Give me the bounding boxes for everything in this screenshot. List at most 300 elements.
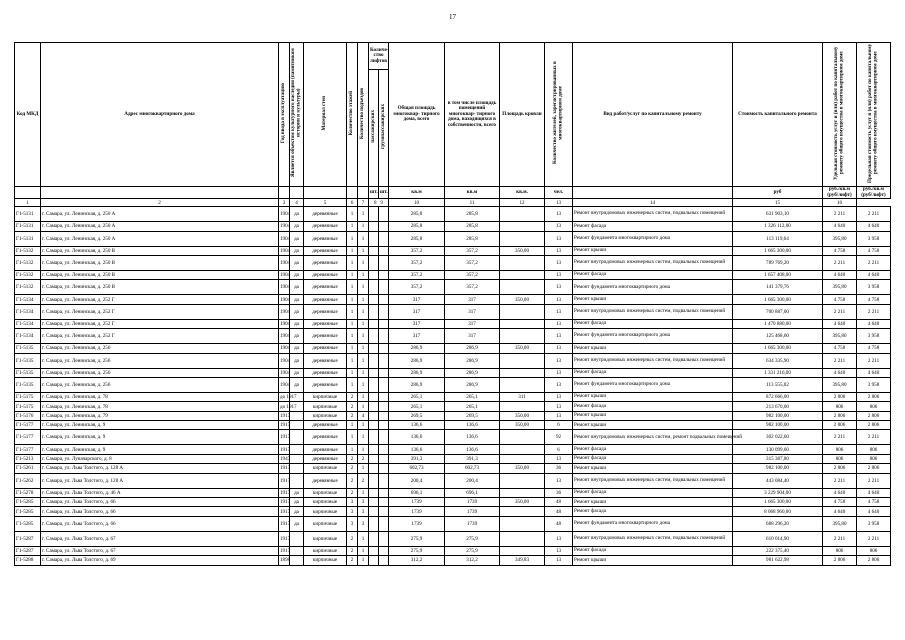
cost-cell: 982 100,00 (733, 464, 823, 473)
year-cell: 1898 (280, 557, 291, 564)
lift-cargo-cell (379, 498, 389, 507)
entrances-cell: 1 (358, 392, 369, 401)
lift-cargo-cell (379, 377, 389, 392)
material-cell: деревянные (304, 421, 347, 430)
lift-passenger-cell (369, 531, 379, 546)
unit-cost-cell: 2 806 (823, 464, 857, 473)
lift-passenger-cell (369, 329, 379, 344)
roof-area-cell (500, 353, 545, 368)
column-number: 13 (545, 199, 573, 207)
lift-cargo-cell (379, 231, 389, 246)
max-unit-cost-cell: 4 640 (857, 488, 891, 497)
material-cell: деревянные (304, 304, 347, 319)
material-cell: деревянные (304, 207, 347, 222)
floors-cell: 1 (347, 445, 358, 454)
lift-passenger-cell (369, 507, 379, 516)
cultural-cell: да (290, 304, 304, 319)
unit-cost-cell: 395,80 (823, 516, 857, 531)
residents-cell: 13 (545, 377, 573, 392)
column-number: 3 (279, 199, 290, 207)
cost-cell: 982 100,00 (733, 411, 823, 420)
total-area-cell: 1739 (389, 507, 445, 516)
residents-cell: 36 (545, 488, 573, 497)
header-wall-material: Материал стен (304, 43, 347, 187)
area-incl-cell: 286,9 (445, 353, 500, 368)
header-total-area: Общая площадь многоквар- тирного дома, всего (389, 43, 445, 187)
total-area-cell: 136,6 (389, 421, 445, 430)
entrances-cell: 1 (358, 270, 369, 279)
max-unit-cost-cell: 3 958 (857, 280, 891, 295)
material-cell: кирпичные (304, 516, 347, 531)
entrances-cell: 2 (358, 454, 369, 463)
work-type-cell: Ремонт крыши (573, 411, 733, 420)
unit-empty (347, 187, 358, 199)
address-cell: г. Самара, ул. Льва Толстого, д. 67 (41, 546, 279, 555)
total-area-cell: 317 (389, 329, 445, 344)
lift-passenger-cell (369, 377, 379, 392)
roof-area-cell: 311 (500, 392, 545, 401)
roof-area-cell (500, 377, 545, 392)
total-area-cell: 317 (389, 304, 445, 319)
year-cell: 1904 (279, 280, 290, 295)
year-cell: 1904 (279, 207, 290, 222)
floors-cell: 1 (347, 319, 358, 328)
address-cell: г. Самара, ул. Льва Толстого, д. 66 (41, 516, 279, 531)
work-type-cell: Ремонт внутридомовых инженерных систем, подвальных помещений (573, 353, 733, 368)
max-unit-cost-cell: 2 211 (857, 255, 891, 270)
year-cell: 1917 (280, 422, 291, 429)
work-type-cell: Ремонт фасада (573, 402, 733, 411)
roof-area-cell (500, 319, 545, 328)
mkd-code-cell: Г1-5132 (15, 280, 41, 295)
work-type-cell: Ремонт фасада (573, 222, 733, 231)
cultural-cell: да (290, 319, 304, 328)
area-incl-cell: 317 (445, 329, 500, 344)
entrances-cell: 2 (358, 473, 369, 488)
material-cell: деревянные (304, 473, 347, 488)
address-cell: г. Самара, ул. Ленинская, д. 256 (41, 344, 279, 353)
material-cell: деревянные (304, 454, 347, 463)
max-unit-cost-cell: 2 806 (857, 392, 891, 401)
unit-cost-cell: 395,80 (823, 377, 857, 392)
entrances-cell: 1 (358, 445, 369, 454)
lift-cargo-cell (379, 270, 389, 279)
unit-cost-cell: 395,80 (823, 231, 857, 246)
cost-cell: 113 555,02 (733, 377, 823, 392)
residents-cell: 13 (545, 402, 573, 411)
lift-passenger-cell (369, 546, 379, 555)
max-unit-cost-cell: 2 211 (857, 473, 891, 488)
year-cell: 1917 (280, 465, 291, 472)
unit-cost-cell: 4 640 (823, 488, 857, 497)
unit-cost-cell: 2 806 (823, 556, 857, 565)
cost-cell: 443 084,40 (733, 473, 823, 488)
mkd-code-cell: Г1-5135 (15, 344, 41, 353)
page-number: 17 (449, 13, 456, 21)
lift-passenger-cell (369, 430, 379, 445)
material-cell: деревянные (304, 255, 347, 270)
max-unit-cost-cell: 4 640 (857, 270, 891, 279)
unit-cost-cell: 2 806 (823, 421, 857, 430)
max-unit-cost-cell: 2 806 (857, 421, 891, 430)
work-type-cell: Ремонт внутридомовых инженерных систем, подвальных помещений (573, 304, 733, 319)
lift-cargo-cell (379, 392, 389, 401)
entrances-cell: 1 (358, 231, 369, 246)
residents-cell: 13 (545, 392, 573, 401)
total-area-cell: 285,8 (389, 207, 445, 222)
roof-area-cell (500, 368, 545, 377)
roof-area-cell: 350,00 (500, 464, 545, 473)
lift-passenger-cell (369, 231, 379, 246)
area-incl-cell: 285,8 (445, 222, 500, 231)
roof-area-cell: 350,00 (500, 246, 545, 255)
total-area-cell: 1739 (389, 516, 445, 531)
cost-cell: 1 326 112,00 (733, 222, 823, 231)
roof-area-cell (500, 546, 545, 555)
mkd-code-cell: Г1-5131 (15, 231, 41, 246)
lift-cargo-cell (379, 368, 389, 377)
work-type-cell: Ремонт фасада (573, 368, 733, 377)
max-unit-cost-cell: 2 211 (857, 531, 891, 546)
table-row (15, 516, 891, 531)
material-cell: кирпичные (304, 531, 347, 546)
entrances-cell: 1 (358, 280, 369, 295)
cost-cell: 141 379,76 (733, 280, 823, 295)
unit-cost-cell: 2 211 (823, 473, 857, 488)
total-area-cell: 357,2 (389, 280, 445, 295)
cultural-cell: да (290, 246, 304, 255)
total-area-cell: 285,8 (389, 231, 445, 246)
header-year: Год ввода в эксплуатацию (279, 43, 290, 187)
total-area-cell: 265,1 (389, 392, 445, 401)
entrances-cell: 1 (358, 402, 369, 411)
material-cell: деревянные (304, 377, 347, 392)
address-cell: г. Самара, ул. Льва Толстого, д. 128 А (41, 464, 279, 473)
max-unit-cost-cell: 4 758 (857, 344, 891, 353)
lift-passenger-cell (369, 402, 379, 411)
total-area-cell: 286,9 (389, 377, 445, 392)
material-cell: деревянные (304, 222, 347, 231)
lift-cargo-cell (379, 319, 389, 328)
area-incl-cell: 357,2 (445, 246, 500, 255)
roof-area-cell: 350,00 (500, 498, 545, 507)
lift-cargo-cell (379, 488, 389, 497)
area-incl-cell: 1739 (445, 516, 500, 531)
address-cell: г. Самара, ул. Ленинская, д. 256 (41, 353, 279, 368)
work-type-cell: Ремонт фасада (573, 445, 733, 454)
cost-cell: 981 622,98 (733, 556, 823, 565)
material-cell: кирпичные (304, 498, 347, 507)
unit-cost-cell: 395,80 (823, 280, 857, 295)
year-cell: 1904 (280, 223, 291, 230)
address-cell: г. Самара, ул. Ленинская, д. 78 (41, 392, 279, 401)
total-area-cell: 1739 (389, 498, 445, 507)
area-incl-cell: 269,5 (445, 411, 500, 420)
total-area-cell: 391,3 (389, 454, 445, 463)
max-unit-cost-cell: 2 211 (857, 353, 891, 368)
entrances-cell: 1 (358, 246, 369, 255)
cultural-cell: да (290, 270, 304, 279)
lift-cargo-cell (379, 430, 389, 445)
roof-area-cell (500, 488, 545, 497)
table-row (15, 295, 891, 304)
cultural-cell (290, 454, 304, 463)
cost-cell: 1 665 300,00 (733, 498, 823, 507)
max-unit-cost-cell: 2 211 (857, 207, 891, 222)
unit-cost: руб (733, 187, 823, 199)
address-cell: г. Самара, ул. Ленинская, д. 9 (41, 445, 279, 454)
mkd-code-cell: Г1-5135 (15, 368, 41, 377)
address-cell: г. Самара, ул. Льва Толстого, д. 66 (41, 507, 279, 516)
entrances-cell: 1 (358, 319, 369, 328)
work-type-cell: Ремонт крыши (573, 392, 733, 401)
roof-area-cell (500, 473, 545, 488)
unit-lift-cargo: шт. (379, 187, 389, 199)
unit-cost-cell: 4 758 (823, 498, 857, 507)
cultural-cell: да (290, 368, 304, 377)
max-unit-cost-cell: 806 (857, 402, 891, 411)
lift-passenger-cell (369, 207, 379, 222)
roof-area-cell (500, 454, 545, 463)
cost-cell: 130 099,60 (733, 445, 823, 454)
cultural-cell: да (290, 329, 304, 344)
cost-cell: 700 887,00 (733, 304, 823, 319)
lift-passenger-cell (369, 473, 379, 488)
lift-cargo-cell (379, 329, 389, 344)
residents-cell: 13 (545, 231, 573, 246)
cultural-cell: да (290, 295, 304, 304)
total-area-cell: 357,2 (389, 246, 445, 255)
area-incl-cell: 391,3 (445, 454, 500, 463)
max-unit-cost-cell: 2 806 (857, 464, 891, 473)
max-unit-cost-cell: 4 758 (857, 295, 891, 304)
material-cell: деревянные (304, 231, 347, 246)
year-cell: 1904 (279, 231, 290, 246)
lift-cargo-cell (379, 546, 389, 555)
total-area-cell: 286,9 (389, 344, 445, 353)
cultural-cell: да (290, 231, 304, 246)
material-cell: деревянные (304, 280, 347, 295)
material-cell: кирпичные (304, 411, 347, 420)
year-cell: 1904 (279, 329, 290, 344)
entrances-cell: 1 (358, 344, 369, 353)
lift-cargo-cell (379, 246, 389, 255)
residents-cell: 13 (545, 255, 573, 270)
table-row (15, 473, 891, 488)
area-incl-cell: 602,73 (445, 464, 500, 473)
max-unit-cost-cell: 3 958 (857, 516, 891, 531)
area-incl-cell: 357,2 (445, 280, 500, 295)
header-entrances: Количество подъездов (358, 43, 369, 187)
unit-cost-cell: 4 640 (823, 368, 857, 377)
year-cell: 1917 (279, 516, 290, 531)
unit-empty (41, 187, 279, 199)
mkd-code-cell: Г1-5213 (15, 454, 41, 463)
residents-cell: 13 (545, 411, 573, 420)
year-cell: 1917 (279, 473, 290, 488)
table-row (15, 498, 891, 507)
area-incl-cell: 136,6 (445, 430, 500, 445)
unit-cost-cell: 2 211 (823, 304, 857, 319)
work-type-cell: Ремонт крыши (573, 295, 733, 304)
total-area-cell: 696,1 (389, 488, 445, 497)
lift-passenger-cell (369, 445, 379, 454)
roof-area-cell (500, 280, 545, 295)
address-cell: г. Самара, ул. Ленинская, д. 250 В (41, 246, 279, 255)
address-cell: г. Самара, ул. Льва Толстого, д. 46 А (41, 488, 279, 497)
year-cell: 1904 (280, 272, 291, 279)
total-area-cell: 136,6 (389, 430, 445, 445)
material-cell: кирпичные (304, 546, 347, 555)
lift-passenger-cell (369, 454, 379, 463)
unit-cost-cell: 395,80 (823, 329, 857, 344)
table-row (15, 319, 891, 328)
year-cell: 1904 (279, 255, 290, 270)
column-numbers-row (15, 199, 891, 207)
residents-cell: 13 (545, 304, 573, 319)
table-row (15, 270, 891, 279)
area-incl-cell: 275,9 (445, 531, 500, 546)
roof-area-cell (500, 207, 545, 222)
cost-cell: 113 119,64 (733, 231, 823, 246)
unit-total-area: кв.м (389, 187, 445, 199)
unit-lift-passenger: шт. (369, 187, 379, 199)
unit-cost-cell: 2 211 (823, 207, 857, 222)
work-type-cell: Ремонт внутридомовых инженерных систем, ремонт подвальных помещений (573, 430, 733, 445)
roof-area-cell: 350,00 (500, 421, 545, 430)
unit-empty (358, 187, 369, 199)
material-cell: кирпичные (304, 556, 347, 565)
year-cell: 1904 (279, 377, 290, 392)
area-incl-cell: 357,2 (445, 255, 500, 270)
floors-cell: 2 (347, 411, 358, 420)
lift-cargo-cell (379, 402, 389, 411)
total-area-cell: 317 (389, 319, 445, 328)
entrances-cell: 1 (358, 531, 369, 546)
mkd-code-cell: Г1-5132 (15, 255, 41, 270)
material-cell: деревянные (304, 270, 347, 279)
material-cell: кирпичные (304, 464, 347, 473)
work-type-cell: Ремонт фундамента многоквартирного дома (573, 377, 733, 392)
unit-cost-cell: 806 (823, 445, 857, 454)
residents-cell: 13 (545, 280, 573, 295)
lift-cargo-cell (379, 507, 389, 516)
mkd-code-cell: Г1-5135 (15, 353, 41, 368)
area-incl-cell: 200,4 (445, 473, 500, 488)
unit-cost-cell: 806 (823, 546, 857, 555)
mkd-code-cell: Г1-5177 (15, 421, 41, 430)
work-type-cell: Ремонт фундамента многоквартирного дома (573, 516, 733, 531)
area-incl-cell: 1739 (445, 498, 500, 507)
roof-area-cell (500, 507, 545, 516)
work-type-cell: Ремонт фасада (573, 319, 733, 328)
work-type-cell: Ремонт крыши (573, 344, 733, 353)
address-cell: г. Самара, ул. Ленинская, д. 250 А (41, 222, 279, 231)
lift-cargo-cell (379, 445, 389, 454)
table-row (15, 507, 891, 516)
entrances-cell: 1 (358, 304, 369, 319)
table-row (15, 445, 891, 454)
table-row (15, 207, 891, 222)
entrances-cell: 1 (358, 353, 369, 368)
material-cell: деревянные (304, 319, 347, 328)
year-cell: 1917 (280, 548, 291, 555)
roof-area-cell (500, 516, 545, 531)
lift-passenger-cell (369, 246, 379, 255)
material-cell: деревянные (304, 344, 347, 353)
total-area-cell: 285,8 (389, 222, 445, 231)
residents-cell: 13 (545, 344, 573, 353)
material-cell: деревянные (304, 295, 347, 304)
address-cell: г. Самара, ул. Луначарского, д. 8 (41, 454, 279, 463)
material-cell: деревянные (304, 353, 347, 368)
residents-cell: 13 (545, 353, 573, 368)
entrances-cell: 1 (358, 430, 369, 445)
max-unit-cost-cell: 4 758 (857, 498, 891, 507)
entrances-cell: 3 (358, 498, 369, 507)
floors-cell: 2 (347, 473, 358, 488)
year-cell: 1917 (280, 499, 291, 506)
work-type-cell: Ремонт крыши (573, 421, 733, 430)
floors-cell: 1 (347, 430, 358, 445)
roof-area-cell (500, 531, 545, 546)
unit-cost-cell: 4 758 (823, 295, 857, 304)
area-incl-cell: 1739 (445, 507, 500, 516)
cost-cell: 1 665 300,00 (733, 295, 823, 304)
max-unit-cost-cell: 3 958 (857, 231, 891, 246)
floors-cell: 1 (347, 222, 358, 231)
mkd-code-cell: Г1-5177 (15, 430, 41, 445)
lift-passenger-cell (369, 516, 379, 531)
unit-empty (15, 187, 41, 199)
residents-cell: 13 (545, 473, 573, 488)
unit-area-incl: кв.м (445, 187, 500, 199)
roof-area-cell (500, 329, 545, 344)
table-row (15, 353, 891, 368)
residents-cell: 13 (545, 531, 573, 546)
cost-cell: 610 014,90 (733, 531, 823, 546)
area-incl-cell: 136,6 (445, 445, 500, 454)
cultural-cell: да (290, 507, 304, 516)
table-row (15, 411, 891, 420)
mkd-code-cell: Г1-5134 (15, 304, 41, 319)
residents-cell: 48 (545, 498, 573, 507)
lift-passenger-cell (369, 392, 379, 401)
mkd-code-cell: Г1-5132 (15, 246, 41, 255)
table-row (15, 488, 891, 497)
address-cell: г. Самара, ул. Ленинская, д. 250 А (41, 207, 279, 222)
lift-passenger-cell (369, 353, 379, 368)
year-cell: 1947 (280, 456, 291, 463)
unit-cost-cell: 4 640 (823, 270, 857, 279)
header-lifts-passenger: пассажирских (369, 70, 379, 187)
max-unit-cost-cell: 4 640 (857, 368, 891, 377)
floors-cell: 1 (347, 295, 358, 304)
area-incl-cell: 285,8 (445, 207, 500, 222)
area-incl-cell: 317 (445, 295, 500, 304)
mkd-code-cell: Г1-5134 (15, 329, 41, 344)
lift-passenger-cell (369, 222, 379, 231)
units-row (15, 187, 891, 199)
floors-cell: 1 (347, 344, 358, 353)
floors-cell: 1 (347, 207, 358, 222)
lift-passenger-cell (369, 344, 379, 353)
year-cell: 1917 (280, 412, 291, 419)
lift-cargo-cell (379, 531, 389, 546)
unit-cost-cell: 806 (823, 402, 857, 411)
column-number: 14 (573, 199, 733, 207)
address-cell: г. Самара, ул. Ленинская, д. 252 Г (41, 295, 279, 304)
